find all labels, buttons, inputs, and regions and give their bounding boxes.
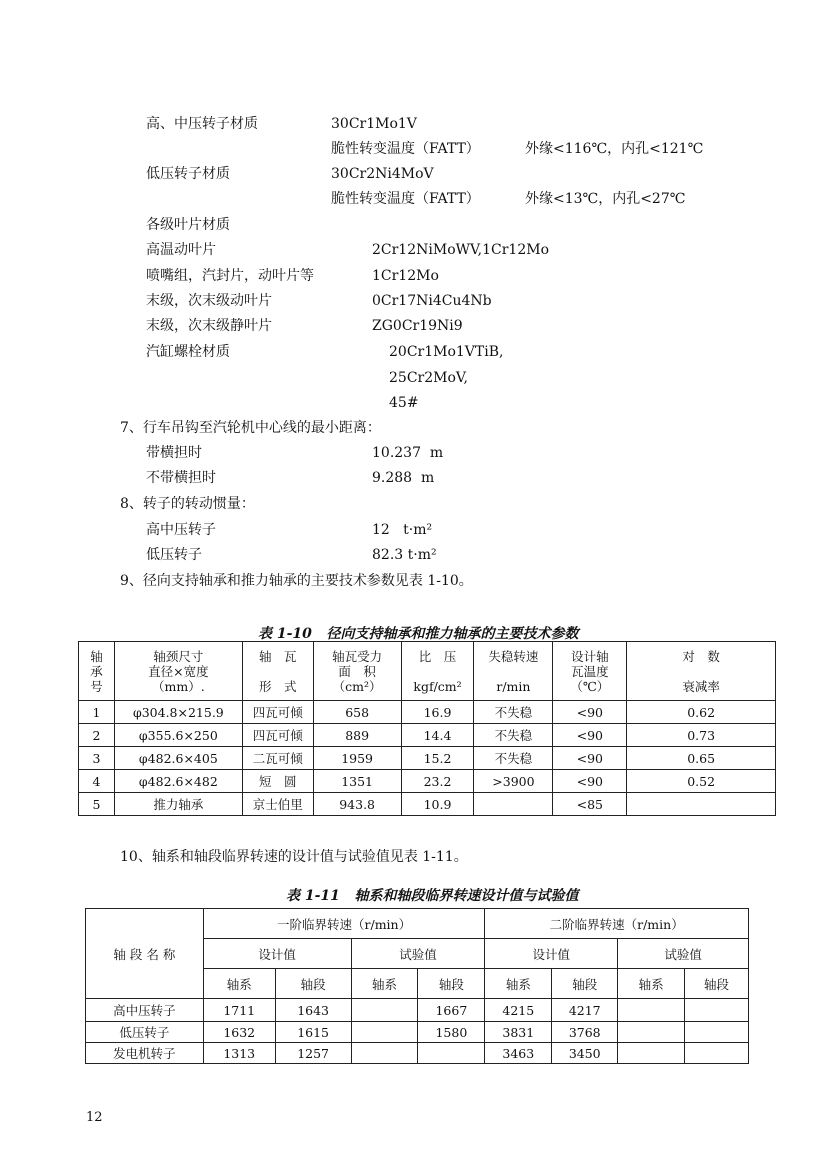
table-cell: 16.9 [401, 701, 474, 724]
table-cell: 0.73 [627, 724, 776, 747]
table-row [79, 701, 776, 724]
table-cell: 3463 [485, 1043, 552, 1064]
bolt-material-value: 20Cr1Mo1VTiB, [389, 344, 504, 360]
inertia-label: 高中压转子 [146, 522, 216, 538]
table-cell: 1632 [203, 1022, 275, 1043]
fatt-label-2: 脆性转变温度（FATT） [331, 191, 480, 207]
table-cell [351, 1022, 418, 1043]
table-row [79, 724, 776, 747]
table-cell: 1667 [418, 999, 485, 1022]
table-header-row [86, 909, 749, 939]
lp-rotor-material-label: 低压转子材质 [146, 166, 230, 182]
table-cell: 短 圆 [242, 770, 313, 793]
table-cell [618, 999, 685, 1022]
shaft-system-header: 轴系 [203, 969, 275, 999]
table-cell: 推力轴承 [114, 793, 242, 816]
table-cell: φ355.6×250 [114, 724, 242, 747]
shaft-system-header: 轴系 [618, 969, 685, 999]
table-cell [618, 1043, 685, 1064]
hook-distance-value: 9.288 m [372, 470, 435, 486]
blade-label: 末级，次末级静叶片 [146, 318, 272, 334]
table-cell: 1615 [275, 1022, 351, 1043]
table-cell [685, 999, 749, 1022]
shaft-name-header: 轴 段 名 称 [86, 909, 204, 999]
table-cell [685, 1022, 749, 1043]
shaft-system-header: 轴系 [351, 969, 418, 999]
table-cell: 低压转子 [86, 1022, 204, 1043]
table-cell: 高中压转子 [86, 999, 204, 1022]
table-1-10-caption: 表 1-10 径向支持轴承和推力轴承的主要技术参数 [258, 626, 579, 642]
shaft-segment-header: 轴段 [552, 969, 618, 999]
blade-value: 0Cr17Ni4Cu4Nb [372, 293, 492, 309]
table-row [86, 1022, 749, 1043]
hook-distance-value: 10.237 m [372, 445, 444, 461]
inertia-label: 低压转子 [146, 547, 202, 563]
table-cell: 4 [79, 770, 115, 793]
table-cell: 943.8 [313, 793, 401, 816]
blade-value: 1Cr12Mo [372, 268, 439, 284]
page-number: 12 [86, 1110, 103, 1125]
table-cell [618, 1022, 685, 1043]
blade-label: 高温动叶片 [146, 242, 216, 258]
test-value-header: 试验值 [351, 939, 485, 969]
table-cell: φ482.6×405 [114, 747, 242, 770]
shaft-segment-header: 轴段 [275, 969, 351, 999]
table-row [79, 770, 776, 793]
table-cell: φ482.6×482 [114, 770, 242, 793]
shaft-system-header: 轴系 [485, 969, 552, 999]
table-cell: 二瓦可倾 [242, 747, 313, 770]
test-value-header: 试验值 [618, 939, 749, 969]
table-cell: 四瓦可倾 [242, 701, 313, 724]
table-cell: <90 [553, 701, 627, 724]
section-9-text: 9、径向支持轴承和推力轴承的主要技术参数见表 1-10。 [120, 573, 473, 589]
header-cell: 轴 承 号 [79, 642, 115, 701]
bolt-material-value: 25Cr2MoV, [389, 370, 469, 386]
hook-distance-label: 不带横担时 [146, 470, 216, 486]
fatt-value-1: 外缘<116℃，内孔<121℃ [525, 141, 704, 157]
table-cell: 2 [79, 724, 115, 747]
header-cell: 轴颈尺寸 直径×宽度 （mm）. [114, 642, 242, 701]
table-cell: 1 [79, 701, 115, 724]
inertia-value: 82.3 t·m² [372, 547, 437, 563]
table-cell [351, 1043, 418, 1064]
table-cell: 0.62 [627, 701, 776, 724]
blade-value: 2Cr12NiMoWV,1Cr12Mo [372, 242, 550, 258]
header-cell: 对 数 衰减率 [627, 642, 776, 701]
table-cell [685, 1043, 749, 1064]
bolt-material-value: 45# [389, 395, 419, 411]
table-cell: <90 [553, 747, 627, 770]
table-cell: 0.52 [627, 770, 776, 793]
table-row [86, 1043, 749, 1064]
table-cell: 不失稳 [474, 747, 553, 770]
header-cell: 轴 瓦 形 式 [242, 642, 313, 701]
shaft-segment-header: 轴段 [685, 969, 749, 999]
table-cell: 0.65 [627, 747, 776, 770]
section-10-text: 10、轴系和轴段临界转速的设计值与试验值见表 1-11。 [120, 849, 468, 865]
blade-label: 喷嘴组，汽封片，动叶片等 [146, 268, 314, 284]
header-cell: 设计轴 瓦温度 （℃） [553, 642, 627, 701]
table-cell [474, 793, 553, 816]
hp-rotor-material-label: 高、中压转子材质 [146, 116, 258, 132]
blade-label: 末级，次末级动叶片 [146, 293, 272, 309]
table-cell: 15.2 [401, 747, 474, 770]
table-cell [351, 999, 418, 1022]
hook-distance-label: 带横担时 [146, 445, 202, 461]
table-cell: 1580 [418, 1022, 485, 1043]
table-cell: 10.9 [401, 793, 474, 816]
lp-rotor-material-value: 30Cr2Ni4MoV [331, 166, 434, 182]
blade-material-heading: 各级叶片材质 [146, 217, 230, 233]
header-cell: 比 压 kgf/cm² [401, 642, 474, 701]
table-cell: 3 [79, 747, 115, 770]
inertia-value: 12 t·m² [372, 522, 433, 538]
table-header-row [79, 642, 776, 701]
table-cell: 23.2 [401, 770, 474, 793]
table-cell: 发电机转子 [86, 1043, 204, 1064]
table-cell: 14.4 [401, 724, 474, 747]
table-row [86, 999, 749, 1022]
table-cell: 3768 [552, 1022, 618, 1043]
first-order-header: 一阶临界转速（r/min） [203, 909, 485, 939]
table-cell: 658 [313, 701, 401, 724]
bolt-material-label: 汽缸螺栓材质 [146, 344, 230, 360]
table-cell: <90 [553, 724, 627, 747]
hp-rotor-material-value: 30Cr1Mo1V [331, 116, 417, 132]
table-cell [418, 1043, 485, 1064]
blade-value: ZG0Cr19Ni9 [372, 318, 463, 334]
table-cell: 不失稳 [474, 701, 553, 724]
shaft-segment-header: 轴段 [418, 969, 485, 999]
table-cell: 1257 [275, 1043, 351, 1064]
table-cell: 四瓦可倾 [242, 724, 313, 747]
table-cell: >3900 [474, 770, 553, 793]
design-value-header: 设计值 [485, 939, 618, 969]
table-cell: <85 [553, 793, 627, 816]
table-row [79, 747, 776, 770]
table-cell [627, 793, 776, 816]
fatt-label-1: 脆性转变温度（FATT） [331, 141, 480, 157]
table-cell: 1351 [313, 770, 401, 793]
design-value-header: 设计值 [203, 939, 351, 969]
table-cell: 5 [79, 793, 115, 816]
table-cell: 1711 [203, 999, 275, 1022]
bearing-params-table [78, 641, 776, 816]
table-cell: 4215 [485, 999, 552, 1022]
table-cell: 3450 [552, 1043, 618, 1064]
table-cell: 4217 [552, 999, 618, 1022]
table-cell: 889 [313, 724, 401, 747]
table-cell: 京士伯里 [242, 793, 313, 816]
table-cell: 1959 [313, 747, 401, 770]
header-cell: 轴瓦受力 面 积 （cm²） [313, 642, 401, 701]
fatt-value-2: 外缘<13℃，内孔<27℃ [525, 191, 686, 207]
critical-speed-table [85, 908, 749, 1064]
header-cell: 失稳转速 r/min [474, 642, 553, 701]
table-cell: 1643 [275, 999, 351, 1022]
table-1-11-caption: 表 1-11 轴系和轴段临界转速设计值与试验值 [286, 888, 579, 904]
table-cell: <90 [553, 770, 627, 793]
section-8-heading: 8、转子的转动惯量： [120, 496, 255, 512]
section-7-heading: 7、行车吊钩至汽轮机中心线的最小距离： [120, 420, 381, 436]
table-cell: 不失稳 [474, 724, 553, 747]
second-order-header: 二阶临界转速（r/min） [485, 909, 749, 939]
table-cell: φ304.8×215.9 [114, 701, 242, 724]
table-row [79, 793, 776, 816]
table-cell: 1313 [203, 1043, 275, 1064]
table-cell: 3831 [485, 1022, 552, 1043]
